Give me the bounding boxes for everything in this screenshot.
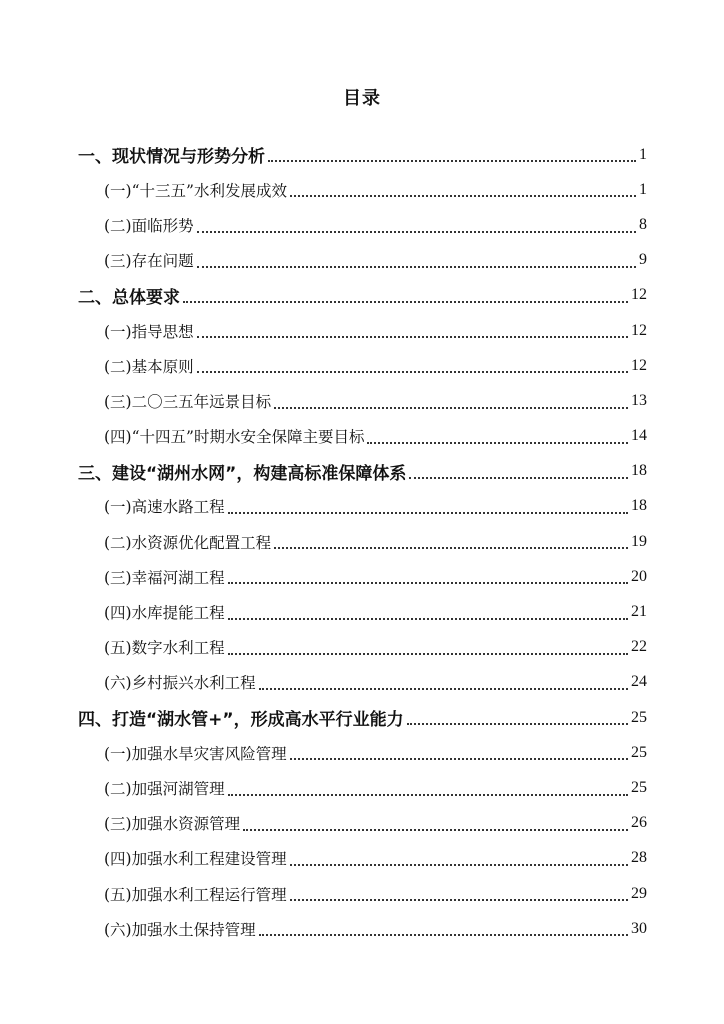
toc-section-entry[interactable] [0, 489, 724, 524]
toc-section-entry[interactable] [0, 383, 724, 418]
dot-leader [197, 265, 636, 268]
toc-page-number: 1 [639, 145, 647, 163]
toc-section-entry[interactable] [0, 770, 724, 805]
toc-entry-label: (一)指导思想 [104, 322, 194, 341]
toc-page-number: 8 [639, 215, 647, 233]
dot-leader [290, 757, 628, 760]
dot-leader [274, 406, 628, 409]
toc-section-entry[interactable] [0, 313, 724, 348]
dot-leader [243, 828, 628, 831]
toc-page-number: 12 [631, 356, 647, 374]
toc-section-entry[interactable] [0, 348, 724, 383]
toc-entry-label: (四)“十四五”时期水安全保障主要目标 [104, 428, 365, 447]
toc-page-number: 18 [631, 497, 647, 515]
toc-chapter-entry[interactable] [0, 700, 724, 735]
toc-page-number: 20 [631, 567, 647, 585]
dot-leader [228, 617, 628, 620]
toc-entry-label: (二)水资源优化配置工程 [104, 533, 272, 552]
page-title: 目录 [343, 88, 381, 109]
toc-chapter-entry[interactable] [0, 454, 724, 489]
toc-entry-label: (一)高速水路工程 [104, 498, 225, 517]
toc-entry-label: 一、现状情况与形势分析 [78, 147, 265, 168]
toc-section-entry[interactable] [0, 841, 724, 876]
toc-page-number: 13 [631, 391, 647, 409]
toc-page-number: 14 [631, 427, 647, 445]
dot-leader [290, 863, 628, 866]
toc-entry-label: (五)数字水利工程 [104, 639, 225, 658]
toc-section-entry[interactable] [0, 559, 724, 594]
toc-section-entry[interactable] [0, 172, 724, 207]
toc-chapter-entry[interactable] [0, 278, 724, 313]
toc-entry-label: (四)加强水利工程建设管理 [104, 850, 287, 869]
toc-section-entry[interactable] [0, 524, 724, 559]
toc-section-entry[interactable] [0, 806, 724, 841]
toc-entry-label: (六)乡村振兴水利工程 [104, 674, 256, 693]
toc-section-entry[interactable] [0, 665, 724, 700]
dot-leader [274, 546, 628, 549]
dot-leader [268, 159, 636, 162]
toc-entry-label: 四、打造“湖水管+”，形成高水平行业能力 [78, 710, 404, 731]
toc-page-number: 25 [631, 708, 647, 726]
dot-leader [197, 335, 628, 338]
toc-page-number: 21 [631, 603, 647, 621]
toc-page-number: 18 [631, 462, 647, 480]
toc-entry-label: (二)基本原则 [104, 357, 194, 376]
toc-page-number: 25 [631, 778, 647, 796]
toc-page-number: 12 [631, 321, 647, 339]
toc-page-number: 28 [631, 849, 647, 867]
dot-leader [228, 652, 628, 655]
toc-entry-label: (六)加强水土保持管理 [104, 920, 256, 939]
toc-entry-label: (三)存在问题 [104, 252, 194, 271]
dot-leader [259, 687, 628, 690]
toc-entry-label: (三)幸福河湖工程 [104, 568, 225, 587]
toc-page-number: 9 [639, 251, 647, 269]
toc-entry-label: (二)加强河湖管理 [104, 779, 225, 798]
toc-entry-label: (三)二〇三五年远景目标 [104, 392, 272, 411]
toc-page-number: 1 [639, 180, 647, 198]
toc-section-entry[interactable] [0, 419, 724, 454]
toc-section-entry[interactable] [0, 243, 724, 278]
toc-entry-label: (四)水库提能工程 [104, 604, 225, 623]
dot-leader [197, 230, 636, 233]
dot-leader [228, 511, 628, 514]
dot-leader [228, 581, 628, 584]
dot-leader [290, 898, 628, 901]
toc-entry-label: (一)“十三五”水利发展成效 [104, 181, 287, 200]
toc-section-entry[interactable] [0, 594, 724, 629]
toc-entry-label: (五)加强水利工程运行管理 [104, 885, 287, 904]
dot-leader [183, 300, 628, 303]
dot-leader [367, 441, 628, 444]
toc-section-entry[interactable] [0, 735, 724, 770]
dot-leader [259, 933, 628, 936]
dot-leader [290, 194, 636, 197]
toc-page-number: 29 [631, 884, 647, 902]
toc-page-number: 25 [631, 743, 647, 761]
toc-entry-label: 二、总体要求 [78, 287, 180, 308]
dot-leader [407, 722, 628, 725]
toc-section-entry[interactable] [0, 876, 724, 911]
toc-entry-label: 三、建设“湖州水网”，构建高标准保障体系 [78, 463, 407, 484]
toc-section-entry[interactable] [0, 911, 724, 946]
toc-section-entry[interactable] [0, 207, 724, 242]
toc-entry-label: (二)面临形势 [104, 216, 194, 235]
toc-page-number: 26 [631, 814, 647, 832]
table-of-contents [0, 137, 724, 946]
toc-entry-label: (一)加强水旱灾害风险管理 [104, 744, 287, 763]
dot-leader [197, 370, 628, 373]
toc-page-number: 22 [631, 638, 647, 656]
toc-chapter-entry[interactable] [0, 137, 724, 172]
toc-page-number: 12 [631, 286, 647, 304]
toc-entry-label: (三)加强水资源管理 [104, 815, 241, 834]
toc-section-entry[interactable] [0, 630, 724, 665]
toc-page-number: 24 [631, 673, 647, 691]
toc-page-number: 19 [631, 532, 647, 550]
dot-leader [409, 476, 628, 479]
toc-page-number: 30 [631, 919, 647, 937]
dot-leader [228, 793, 628, 796]
